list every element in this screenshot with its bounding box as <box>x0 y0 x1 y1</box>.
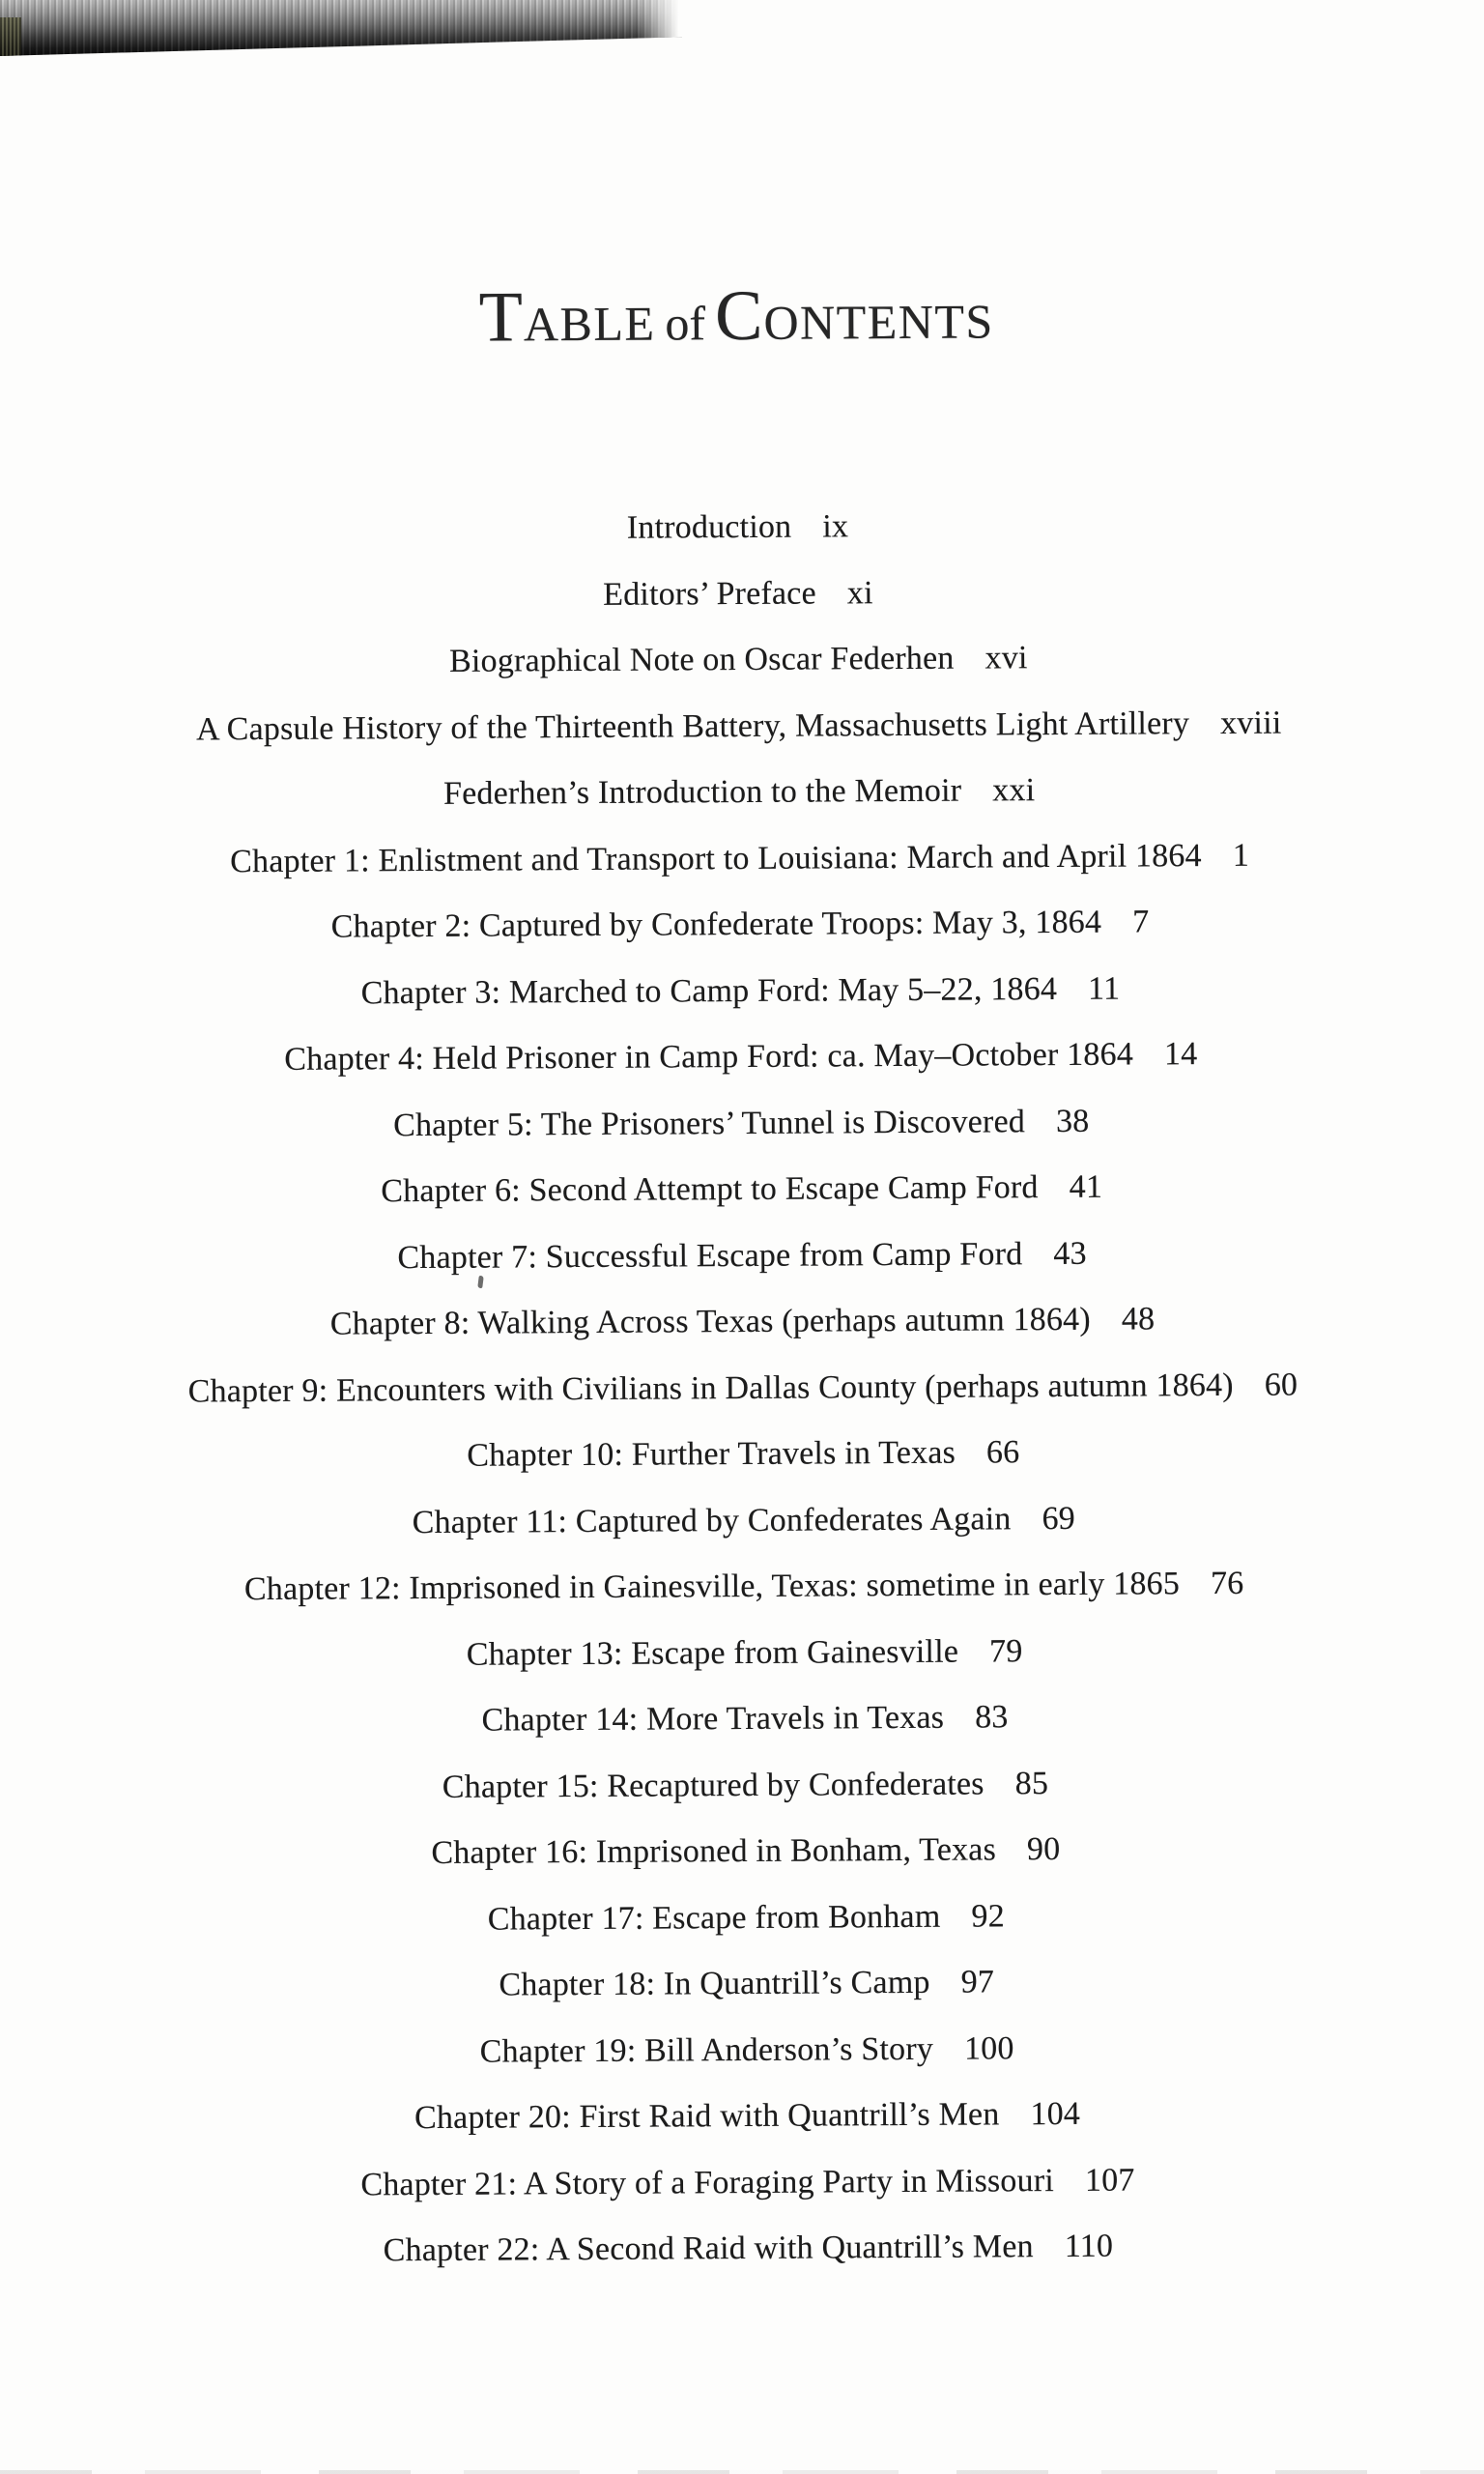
entry-page-number: 104 <box>1030 2096 1081 2133</box>
entry-page-number: 60 <box>1264 1366 1298 1403</box>
toc-entry <box>0 887 1482 963</box>
toc-entry <box>2 1483 1484 1559</box>
entry-label: Chapter 1: Enlistment and Transport to Louisiana: March and April 1864 <box>230 837 1202 879</box>
toc-entry <box>6 2211 1484 2287</box>
entry-label: Chapter 17: Escape from Bonham <box>487 1898 941 1938</box>
entry-label: A Capsule History of the Thirteenth Battery, Massachusetts Light Artillery <box>195 705 1190 748</box>
toc-entry <box>3 1682 1484 1757</box>
entry-label: Chapter 4: Held Prisoner in Camp Ford: ca. May–October 1864 <box>284 1036 1134 1079</box>
toc-entry <box>0 1020 1483 1095</box>
entry-page-number: 79 <box>988 1632 1023 1670</box>
toc-entry <box>5 2079 1484 2154</box>
toc-entry <box>4 1881 1484 1956</box>
toc-entry <box>0 1086 1483 1162</box>
entry-page-number: ix <box>822 508 849 545</box>
entry-label: Chapter 9: Encounters with Civilians in Dallas County (perhaps autumn 1864) <box>187 1366 1234 1410</box>
entry-page-number: 7 <box>1132 904 1150 940</box>
entry-page-number: 110 <box>1064 2228 1114 2265</box>
entry-page-number: 97 <box>960 1964 995 2000</box>
entry-page-number: 66 <box>985 1434 1020 1471</box>
toc-entry <box>0 821 1482 897</box>
entry-page-number: 100 <box>963 2030 1014 2067</box>
toc-entry <box>6 2145 1484 2221</box>
entry-label: Chapter 15: Recaptured by Confederates <box>442 1766 985 1805</box>
entry-label: Chapter 20: First Raid with Quantrill’s Men <box>414 2096 1000 2137</box>
entry-page-number: xxi <box>992 772 1036 809</box>
entry-label: Chapter 10: Further Travels in Texas <box>467 1434 956 1474</box>
toc-entry <box>0 689 1481 764</box>
title-initial-c: C <box>714 275 764 357</box>
toc-entry <box>0 755 1481 830</box>
entry-page-number: 90 <box>1026 1831 1061 1868</box>
entry-page-number: 38 <box>1055 1103 1090 1139</box>
entry-label: Chapter 18: In Quantrill’s Camp <box>499 1965 930 2003</box>
toc-entry <box>1 1351 1484 1426</box>
entry-label: Chapter 6: Second Attempt to Escape Camp Ford <box>381 1169 1039 1210</box>
toc-entry <box>5 1946 1484 2022</box>
entry-page-number: 83 <box>975 1699 1009 1736</box>
entry-page-number: 14 <box>1163 1036 1198 1073</box>
toc-entry-list <box>0 490 1484 2287</box>
entry-label: Chapter 21: A Story of a Foraging Party in Missouri <box>360 2162 1055 2203</box>
entry-page-number: 1 <box>1232 837 1250 874</box>
title-initial-t: T <box>478 277 525 358</box>
title-word1-rest: ABLE <box>523 296 656 352</box>
entry-label: Chapter 14: More Travels in Texas <box>481 1699 945 1739</box>
entry-page-number: 69 <box>1042 1500 1076 1537</box>
entry-label: Chapter 7: Successful Escape from Camp Ford <box>397 1235 1023 1276</box>
toc-entry <box>0 557 1480 632</box>
entry-label: Chapter 12: Imprisoned in Gainesville, Texas: sometime in early 1865 <box>243 1566 1181 1608</box>
toc-entry <box>1 1417 1484 1492</box>
entry-page-number: 43 <box>1053 1235 1087 1272</box>
entry-page-number: xviii <box>1219 705 1282 741</box>
title-connector: of <box>665 296 706 351</box>
entry-label: Introduction <box>626 508 792 546</box>
toc-entry <box>0 1284 1484 1360</box>
entry-page-number: 92 <box>971 1898 1005 1935</box>
title-word2-rest: ONTENTS <box>763 294 994 350</box>
entry-page-number: xvi <box>985 640 1028 676</box>
toc-entry <box>0 1152 1484 1227</box>
entry-page-number: xi <box>846 574 873 612</box>
entry-label: Editors’ Preface <box>603 575 816 613</box>
entry-label: Chapter 2: Captured by Confederate Troops: May 3, 1864 <box>330 904 1102 945</box>
entry-label: Federhen’s Introduction to the Memoir <box>442 772 962 813</box>
entry-label: Biographical Note on Oscar Federhen <box>448 640 955 680</box>
toc-entry <box>3 1748 1484 1824</box>
toc-entry <box>5 2013 1484 2088</box>
entry-label: Chapter 19: Bill Anderson’s Story <box>479 2030 934 2070</box>
toc-entry <box>0 490 1480 565</box>
entry-label: Chapter 8: Walking Across Texas (perhaps autumn 1864) <box>329 1302 1091 1342</box>
entry-label: Chapter 22: A Second Raid with Quantrill’s Men <box>383 2229 1034 2269</box>
toc-entry <box>0 622 1481 698</box>
entry-page-number: 107 <box>1084 2162 1135 2199</box>
entry-page-number: 11 <box>1087 970 1121 1007</box>
page-title <box>0 275 1478 356</box>
toc-entry <box>0 1219 1484 1294</box>
entry-label: Chapter 3: Marched to Camp Ford: May 5–22, 1864 <box>360 970 1058 1012</box>
entry-label: Chapter 5: The Prisoners’ Tunnel is Discovered <box>393 1103 1026 1143</box>
toc-entry <box>2 1549 1484 1625</box>
toc-entry <box>0 954 1483 1029</box>
entry-label: Chapter 11: Captured by Confederates Again <box>412 1501 1012 1540</box>
entry-page-number: 41 <box>1069 1168 1103 1206</box>
entry-page-number: 48 <box>1121 1301 1156 1338</box>
toc-entry <box>4 1814 1484 1889</box>
toc-entry <box>2 1616 1484 1691</box>
entry-page-number: 85 <box>1014 1765 1049 1802</box>
entry-page-number: 76 <box>1210 1566 1244 1602</box>
entry-label: Chapter 16: Imprisoned in Bonham, Texas <box>431 1831 997 1872</box>
scan-artifact-bottom-edge <box>0 2470 1484 2474</box>
entry-label: Chapter 13: Escape from Gainesville <box>466 1633 959 1673</box>
